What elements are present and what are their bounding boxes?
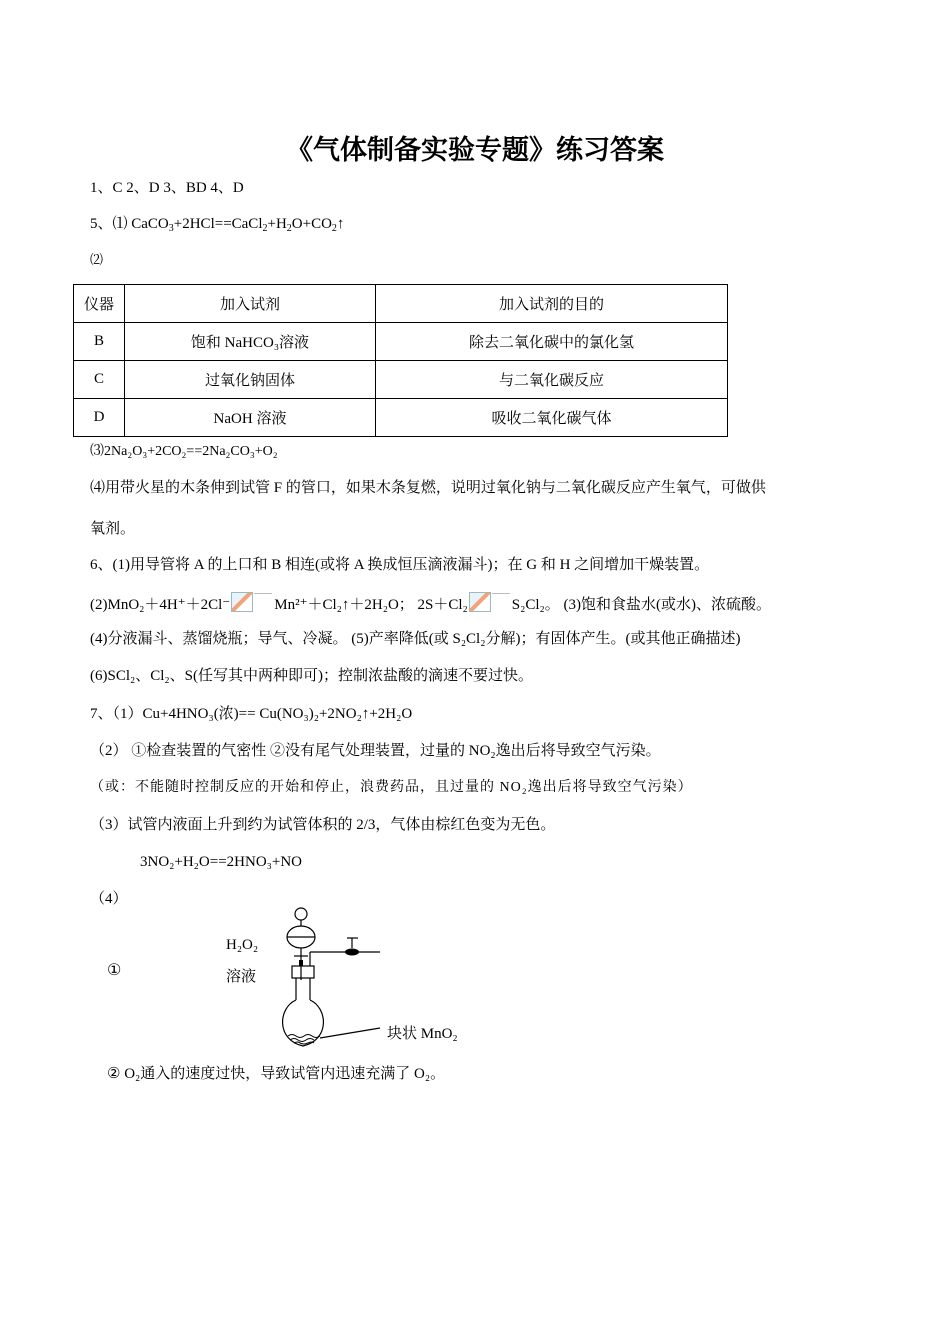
label-solution: 溶液 [226, 969, 257, 985]
eq-text: +H [267, 216, 287, 232]
q5-part2-label: ⑵ [90, 252, 104, 267]
q5-part1 [90, 214, 344, 234]
rubber-stopper [292, 966, 314, 978]
eq-sub: 2 [262, 223, 268, 234]
mno2-solid [288, 1035, 320, 1045]
q6-line4: (6)SCl₂、Cl₂、S(任写其中两种即可)；控制浓盐酸的滴速不要过快。 [90, 668, 533, 684]
table-cell: 吸收二氧化碳气体 [376, 399, 728, 437]
q5-part3: ⑶2Na₂O₃+2CO₂==2Na₂CO₃+O₂ [90, 444, 278, 459]
q6-line2-a: (2)MnO₂＋4H⁺＋2Cl⁻ [90, 597, 231, 613]
table-row [74, 399, 728, 437]
eq-text: CaCO [131, 216, 169, 232]
table-cell: C [74, 361, 125, 399]
table-cell: 饱和 NaHCO₃溶液 [125, 323, 376, 361]
apparatus-diagram [270, 900, 390, 1060]
q7-line1: 7、（1）Cu+4HNO₃(浓)== Cu(NO₃)₂+2NO₂↑+2H₂O [90, 706, 413, 722]
table-row [74, 361, 728, 399]
reagent-table [73, 284, 728, 437]
table-header: 加入试剂的目的 [376, 285, 728, 323]
round-flask [283, 1000, 324, 1046]
eq-text: ↑ [336, 216, 345, 232]
answers-1-4: 1、C 2、D 3、BD 4、D [90, 180, 244, 196]
q7-line4: （3）试管内液面上升到约为试管体积的 2/3，气体由棕红色变为无色。 [90, 817, 556, 833]
label-h2o2: H₂O₂ [226, 937, 259, 953]
eq-sub: 3 [168, 223, 174, 234]
q7-line2: （2） ①检查装置的气密性 ②没有尾气处理装置，过量的 NO₂逸出后将导致空气污染。 [90, 743, 661, 759]
eq-text: +2HCl==CaCl [173, 216, 263, 232]
q7-line6: （4） [90, 891, 128, 907]
q6-line2-b: Mn²⁺＋Cl₂↑＋2H₂O； 2S＋Cl₂ [274, 597, 468, 613]
q7-line5: 3NO₂+H₂O==2HNO₃+NO [140, 854, 303, 870]
table-row [74, 323, 728, 361]
equation-image-icon [469, 592, 491, 612]
q7-line7: ② O₂通入的速度过快，导致试管内迅速充满了 O₂。 [107, 1066, 446, 1082]
table-cell: 与二氧化碳反应 [376, 361, 728, 399]
funnel-stopper [295, 908, 307, 920]
table-cell: NaOH 溶液 [125, 399, 376, 437]
table-cell: 除去二氧化碳中的氯化氢 [376, 323, 728, 361]
q6-line3: (4)分液漏斗、蒸馏烧瓶；导气、冷凝。 (5)产率降低(或 S₂Cl₂分解)；有固体产生。(或其他正确描述) [90, 631, 741, 647]
tube-clamp [345, 949, 359, 956]
q5-part4-line2: 氧剂。 [90, 521, 136, 537]
equation-frame [492, 593, 510, 612]
table-cell: 过氧化钠固体 [125, 361, 376, 399]
table-header: 加入试剂 [125, 285, 376, 323]
eq-sub: 2 [331, 223, 337, 234]
eq-text: O+CO [291, 216, 332, 232]
q6-line1: 6、(1)用导管将 A 的上口和 B 相连(或将 A 换成恒压滴液漏斗)；在 G 和 H 之间增加干燥装置。 [90, 557, 710, 573]
q6-line2-c: S₂Cl₂。 (3)饱和食盐水(或水)、浓硫酸。 [511, 597, 771, 613]
q7-line3: （或：不能随时控制反应的开始和停止，浪费药品，且过量的 NO₂逸出后将导致空气污染） [90, 780, 693, 795]
q5-part1-prefix: 5、⑴ [90, 216, 132, 232]
q7-circle-1: ① [107, 962, 122, 979]
label-mno2: 块状 MnO₂ [387, 1026, 458, 1042]
table-header-row [74, 285, 728, 323]
table-cell: B [74, 323, 125, 361]
q5-part4-line1: ⑷用带火星的木条伸到试管 F 的管口，如果木条复燃，说明过氧化钠与二氧化碳反应产生氧气，可做供 [90, 480, 766, 496]
page-title: 《气体制备实验专题》练习答案 [286, 135, 664, 165]
equation-frame [254, 593, 272, 612]
eq-sub: 2 [286, 223, 292, 234]
q6-line2 [90, 592, 771, 615]
table-header: 仪器 [74, 285, 125, 323]
equation-image-icon [231, 592, 253, 612]
table-cell: D [74, 399, 125, 437]
